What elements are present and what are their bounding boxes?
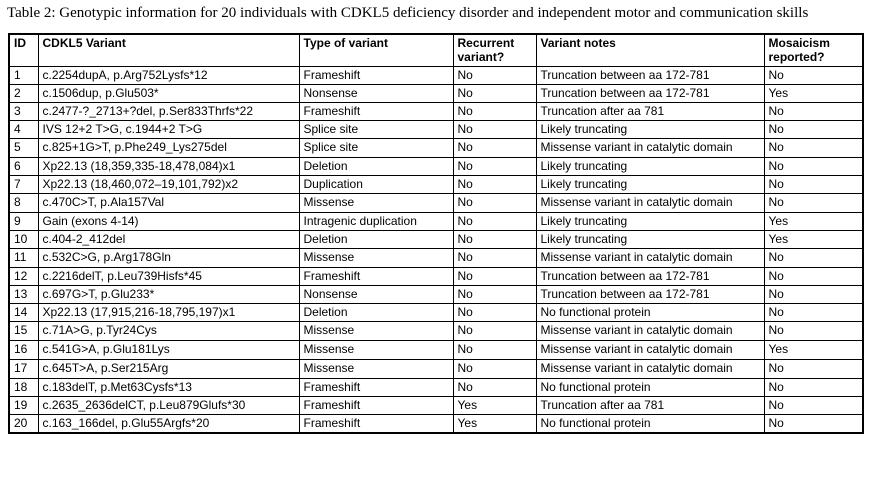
cell-id: 19 [9, 397, 38, 415]
cell-id: 7 [9, 176, 38, 194]
cell-recurrent-variant: No [453, 176, 536, 194]
cell-type-of-variant: Splice site [299, 121, 453, 139]
cell-mosaicism-reported: No [764, 397, 863, 415]
cell-mosaicism-reported: No [764, 360, 863, 379]
table-row [9, 121, 863, 139]
cell-cdkl5-variant: c.404-2_412del [38, 231, 299, 249]
table-row [9, 360, 863, 379]
cell-cdkl5-variant: c.2254dupA, p.Arg752Lysfs*12 [38, 67, 299, 85]
table-row [9, 67, 863, 85]
cell-id: 8 [9, 194, 38, 213]
cell-mosaicism-reported: No [764, 415, 863, 434]
cell-id: 16 [9, 341, 38, 360]
cell-type-of-variant: Deletion [299, 231, 453, 249]
cell-id: 2 [9, 85, 38, 103]
cell-recurrent-variant: Yes [453, 415, 536, 434]
cell-mosaicism-reported: No [764, 379, 863, 397]
table-row [9, 213, 863, 231]
column-header-type-of-variant: Type of variant [299, 34, 453, 67]
cell-id: 10 [9, 231, 38, 249]
column-header-recurrent-variant: Recurrent variant? [453, 34, 536, 67]
cell-variant-notes: Truncation between aa 172-781 [536, 286, 764, 304]
cell-mosaicism-reported: No [764, 139, 863, 158]
cell-variant-notes: Likely truncating [536, 213, 764, 231]
cell-recurrent-variant: No [453, 67, 536, 85]
table-row [9, 249, 863, 268]
cell-id: 4 [9, 121, 38, 139]
cell-mosaicism-reported: No [764, 322, 863, 341]
cell-id: 20 [9, 415, 38, 434]
cell-variant-notes: Missense variant in catalytic domain [536, 194, 764, 213]
cell-id: 1 [9, 67, 38, 85]
cell-recurrent-variant: No [453, 304, 536, 322]
cell-recurrent-variant: No [453, 286, 536, 304]
cell-cdkl5-variant: c.645T>A, p.Ser215Arg [38, 360, 299, 379]
cell-mosaicism-reported: No [764, 121, 863, 139]
cell-cdkl5-variant: Xp22.13 (18,460,072–19,101,792)x2 [38, 176, 299, 194]
cell-mosaicism-reported: Yes [764, 231, 863, 249]
cell-variant-notes: Missense variant in catalytic domain [536, 249, 764, 268]
cell-recurrent-variant: No [453, 194, 536, 213]
cell-variant-notes: Likely truncating [536, 121, 764, 139]
cell-type-of-variant: Missense [299, 360, 453, 379]
cell-mosaicism-reported: No [764, 249, 863, 268]
cell-recurrent-variant: No [453, 213, 536, 231]
table-row [9, 231, 863, 249]
cell-mosaicism-reported: No [764, 158, 863, 176]
cell-cdkl5-variant: Gain (exons 4-14) [38, 213, 299, 231]
cell-cdkl5-variant: Xp22.13 (17,915,216-18,795,197)x1 [38, 304, 299, 322]
cell-variant-notes: Missense variant in catalytic domain [536, 360, 764, 379]
cell-variant-notes: No functional protein [536, 304, 764, 322]
cell-recurrent-variant: No [453, 379, 536, 397]
table-row [9, 85, 863, 103]
cell-id: 14 [9, 304, 38, 322]
cell-type-of-variant: Frameshift [299, 103, 453, 121]
genotype-table [8, 33, 864, 434]
cell-variant-notes: Truncation between aa 172-781 [536, 67, 764, 85]
cell-id: 3 [9, 103, 38, 121]
cell-variant-notes: Missense variant in catalytic domain [536, 139, 764, 158]
cell-variant-notes: No functional protein [536, 415, 764, 434]
cell-id: 13 [9, 286, 38, 304]
cell-cdkl5-variant: c.2216delT, p.Leu739Hisfs*45 [38, 268, 299, 286]
cell-mosaicism-reported: No [764, 304, 863, 322]
cell-cdkl5-variant: IVS 12+2 T>G, c.1944+2 T>G [38, 121, 299, 139]
cell-cdkl5-variant: c.825+1G>T, p.Phe249_Lys275del [38, 139, 299, 158]
cell-recurrent-variant: No [453, 231, 536, 249]
cell-id: 6 [9, 158, 38, 176]
cell-mosaicism-reported: No [764, 176, 863, 194]
cell-type-of-variant: Missense [299, 341, 453, 360]
cell-recurrent-variant: No [453, 268, 536, 286]
table-row [9, 158, 863, 176]
cell-cdkl5-variant: c.1506dup, p.Glu503* [38, 85, 299, 103]
table-body [9, 67, 863, 434]
table-row [9, 322, 863, 341]
cell-type-of-variant: Nonsense [299, 85, 453, 103]
header-row [9, 34, 863, 67]
cell-variant-notes: Likely truncating [536, 158, 764, 176]
cell-type-of-variant: Frameshift [299, 268, 453, 286]
cell-type-of-variant: Missense [299, 322, 453, 341]
cell-type-of-variant: Missense [299, 249, 453, 268]
cell-id: 12 [9, 268, 38, 286]
cell-recurrent-variant: No [453, 103, 536, 121]
cell-variant-notes: Truncation after aa 781 [536, 103, 764, 121]
column-header-mosaicism-reported: Mosaicism reported? [764, 34, 863, 67]
column-header-id: ID [9, 34, 38, 67]
cell-id: 9 [9, 213, 38, 231]
table-row [9, 379, 863, 397]
cell-type-of-variant: Frameshift [299, 397, 453, 415]
cell-mosaicism-reported: Yes [764, 341, 863, 360]
cell-type-of-variant: Frameshift [299, 67, 453, 85]
table-row [9, 397, 863, 415]
cell-variant-notes: No functional protein [536, 379, 764, 397]
cell-id: 5 [9, 139, 38, 158]
cell-mosaicism-reported: No [764, 103, 863, 121]
cell-recurrent-variant: Yes [453, 397, 536, 415]
cell-variant-notes: Truncation between aa 172-781 [536, 85, 764, 103]
cell-type-of-variant: Deletion [299, 158, 453, 176]
cell-variant-notes: Likely truncating [536, 176, 764, 194]
cell-type-of-variant: Intragenic duplication [299, 213, 453, 231]
cell-type-of-variant: Duplication [299, 176, 453, 194]
cell-variant-notes: Truncation after aa 781 [536, 397, 764, 415]
cell-cdkl5-variant: c.183delT, p.Met63Cysfs*13 [38, 379, 299, 397]
cell-type-of-variant: Missense [299, 194, 453, 213]
cell-id: 17 [9, 360, 38, 379]
cell-mosaicism-reported: No [764, 286, 863, 304]
table-caption: Table 2: Genotypic information for 20 individuals with CDKL5 deficiency disorder and independent motor and communication skills [7, 5, 809, 21]
cell-cdkl5-variant: c.2477-?_2713+?del, p.Ser833Thrfs*22 [38, 103, 299, 121]
cell-variant-notes: Truncation between aa 172-781 [536, 268, 764, 286]
cell-recurrent-variant: No [453, 85, 536, 103]
cell-cdkl5-variant: c.697G>T, p.Glu233* [38, 286, 299, 304]
cell-cdkl5-variant: c.2635_2636delCT, p.Leu879Glufs*30 [38, 397, 299, 415]
cell-type-of-variant: Nonsense [299, 286, 453, 304]
table-row [9, 268, 863, 286]
table-row [9, 103, 863, 121]
cell-id: 11 [9, 249, 38, 268]
cell-cdkl5-variant: c.541G>A, p.Glu181Lys [38, 341, 299, 360]
cell-type-of-variant: Splice site [299, 139, 453, 158]
cell-cdkl5-variant: c.163_166del, p.Glu55Argfs*20 [38, 415, 299, 434]
table-row [9, 286, 863, 304]
table-row [9, 176, 863, 194]
cell-recurrent-variant: No [453, 158, 536, 176]
table-row [9, 415, 863, 434]
cell-recurrent-variant: No [453, 360, 536, 379]
cell-recurrent-variant: No [453, 341, 536, 360]
cell-id: 18 [9, 379, 38, 397]
cell-cdkl5-variant: c.470C>T, p.Ala157Val [38, 194, 299, 213]
cell-type-of-variant: Frameshift [299, 379, 453, 397]
cell-variant-notes: Missense variant in catalytic domain [536, 322, 764, 341]
cell-mosaicism-reported: Yes [764, 85, 863, 103]
cell-recurrent-variant: No [453, 139, 536, 158]
cell-recurrent-variant: No [453, 121, 536, 139]
cell-mosaicism-reported: Yes [764, 213, 863, 231]
cell-id: 15 [9, 322, 38, 341]
cell-mosaicism-reported: No [764, 67, 863, 85]
cell-variant-notes: Likely truncating [536, 231, 764, 249]
table-row [9, 304, 863, 322]
cell-mosaicism-reported: No [764, 194, 863, 213]
column-header-cdkl5-variant: CDKL5 Variant [38, 34, 299, 67]
cell-recurrent-variant: No [453, 249, 536, 268]
cell-cdkl5-variant: Xp22.13 (18,359,335-18,478,084)x1 [38, 158, 299, 176]
cell-variant-notes: Missense variant in catalytic domain [536, 341, 764, 360]
table-row [9, 139, 863, 158]
cell-type-of-variant: Frameshift [299, 415, 453, 434]
table-row [9, 341, 863, 360]
column-header-variant-notes: Variant notes [536, 34, 764, 67]
cell-type-of-variant: Deletion [299, 304, 453, 322]
cell-cdkl5-variant: c.532C>G, p.Arg178Gln [38, 249, 299, 268]
cell-cdkl5-variant: c.71A>G, p.Tyr24Cys [38, 322, 299, 341]
cell-mosaicism-reported: No [764, 268, 863, 286]
cell-recurrent-variant: No [453, 322, 536, 341]
table-row [9, 194, 863, 213]
